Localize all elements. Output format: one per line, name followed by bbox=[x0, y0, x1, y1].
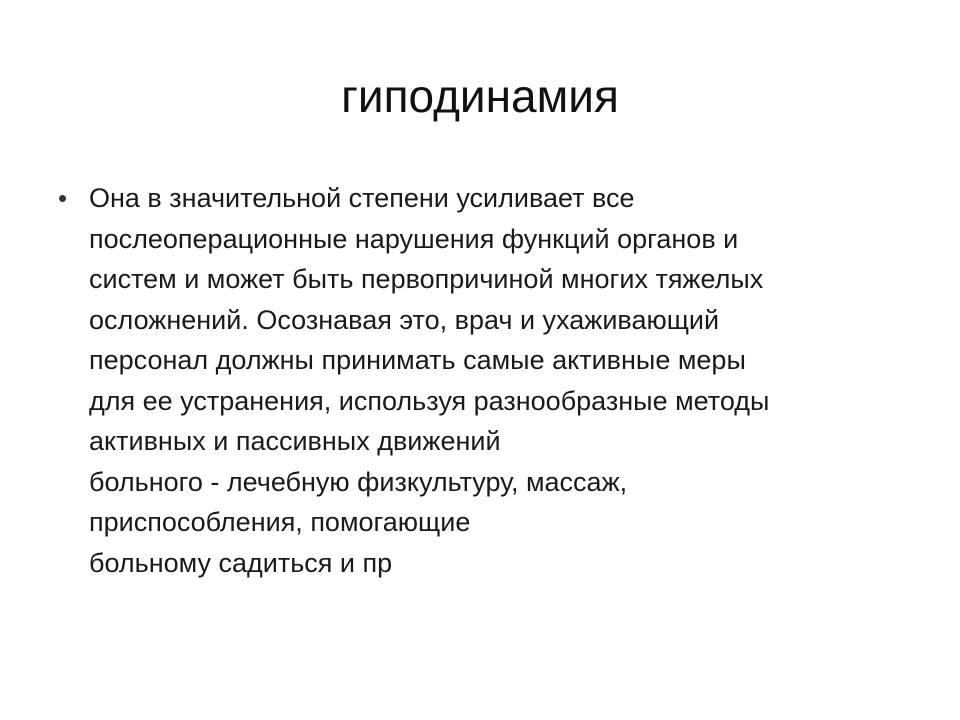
bullet-list bbox=[58, 178, 918, 583]
bullet-item bbox=[58, 178, 918, 583]
bullet-text-line: больному садиться и пр bbox=[89, 547, 393, 578]
bullet-text-line: больного - лечебную физкультуру, массаж, bbox=[89, 466, 628, 497]
bullet-marker: • bbox=[58, 183, 68, 213]
bullet-text-line: персонал должны принимать самые активные меры bbox=[89, 345, 746, 375]
bullet-text-line: Она в значительной степени усиливает все bbox=[89, 183, 635, 213]
bullet-text-line: активных и пассивных движений bbox=[89, 426, 501, 456]
bullet-text-line: послеоперационные нарушения функций органов и bbox=[89, 223, 739, 254]
bullet-text-line: осложнений. Осознавая это, врач и ухаживающий bbox=[89, 304, 720, 335]
slide-title: гиподинамия bbox=[341, 70, 619, 122]
bullet-text-line: приспособления, помогающие bbox=[89, 507, 471, 537]
bullet-text-line: систем и может быть первопричиной многих тяжелых bbox=[89, 264, 764, 294]
bullet-text-line: для ее устранения, используя разнообразные методы bbox=[89, 385, 770, 416]
